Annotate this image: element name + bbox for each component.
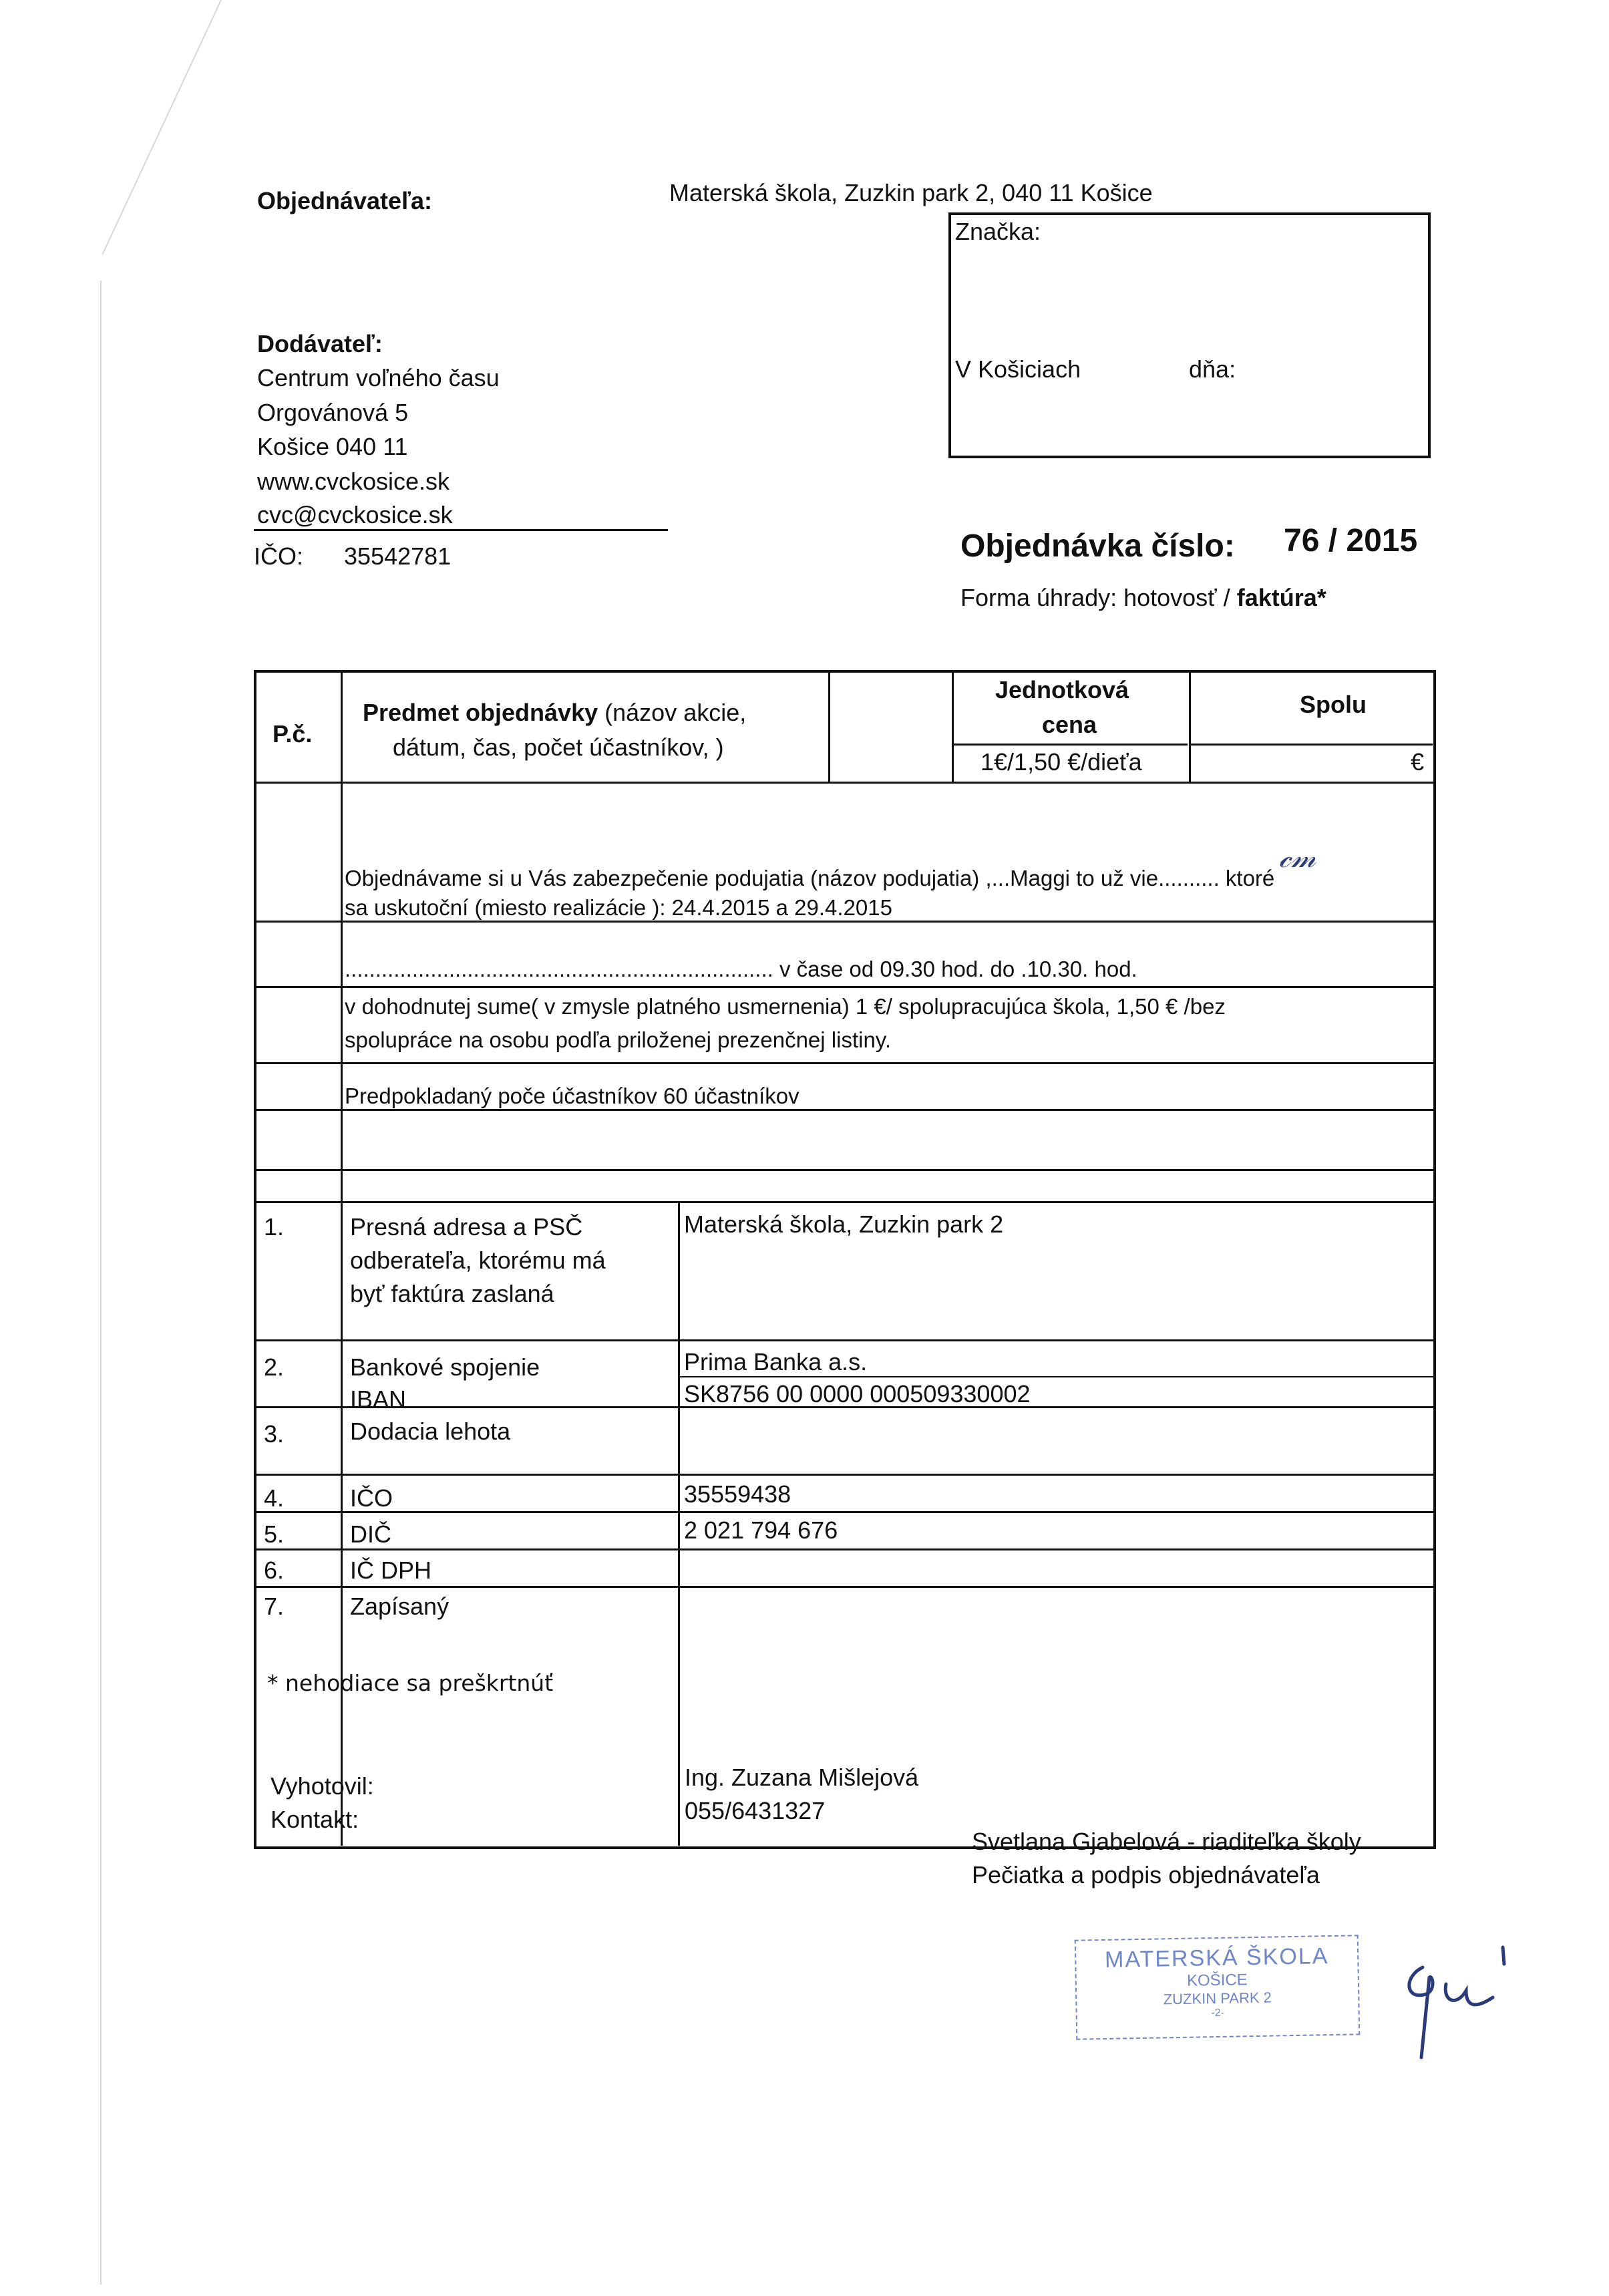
payment-bold: faktúra* [1236,584,1326,611]
col-header-subject-line2: dátum, čas, počet účastníkov, ) [393,733,724,761]
payment-method [960,584,1326,612]
participants-line: Predpokladaný poče účastníkov 60 účastníkov [345,1084,799,1108]
unit-price-value: 1€/1,50 €/dieťa [980,748,1142,776]
detail-label: Presná adresa a PSČ [350,1213,583,1241]
detail-label: DIČ [350,1520,391,1548]
detail-no: 3. [264,1420,285,1448]
detail-label: Bankové spojenie [350,1353,540,1381]
table-col-line [1189,670,1191,782]
footnote: * nehodiace sa preškrtnúť [267,1670,554,1696]
detail-no: 1. [264,1213,285,1241]
orderer-value: Materská škola, Zuzkin park 2, 040 11 Košice [669,179,1153,206]
orderer-label: Objednávateľa: [257,187,432,214]
table-row-line [1189,744,1433,746]
detail-no: 2. [264,1353,285,1381]
scan-artifact [102,0,222,255]
ico-label: IČO: [254,542,304,570]
supplier-line: Košice 040 11 [257,433,408,460]
handwritten-signature [1396,1937,1530,2064]
order-number-label: Objednávka číslo: [960,528,1235,564]
stamp-line: KOŠICE [1186,1971,1248,1990]
signer-role: Pečiatka a podpis objednávateľa [972,1861,1320,1889]
table-col-line [828,670,830,782]
detail-label: Zapísaný [350,1593,450,1620]
supplier-email: cvc@cvckosice.sk [257,501,453,528]
supplier-line: Centrum voľného času [257,364,500,391]
detail-value: Prima Banka a.s. [684,1348,868,1375]
detail-label: byť faktúra zaslaná [350,1280,554,1307]
table-row-line [254,1511,1436,1513]
table-row-line [254,921,1436,923]
table-row-line [254,1169,1436,1171]
stamp-line: ZUZKIN PARK 2 [1163,1989,1272,2008]
col-header-total: Spolu [1300,691,1367,718]
divider [254,529,668,531]
table-col-line [341,670,343,1846]
ico-value: 35542781 [344,542,452,570]
scan-artifact [100,281,102,2285]
col-header-unit-line2: cena [1042,711,1097,738]
prepared-value: Ing. Zuzana Mišlejová [685,1764,919,1791]
reference-box [948,212,1431,458]
stamp-line: MATERSKÁ ŠKOLA [1104,1943,1329,1973]
table-row-line [254,1586,1436,1588]
detail-value: 35559438 [684,1480,791,1508]
table-row-line [678,1376,1436,1377]
table-row-line [254,986,1436,988]
total-currency: € [1411,748,1425,776]
place-label: V Košiciach [955,355,1081,383]
signer-name: Svetlana Gjabelová - riaditeľka školy [972,1828,1361,1855]
order-number-value: 76 / 2015 [1284,523,1418,558]
initials-signature: 𝒸𝓂 [1279,840,1316,874]
detail-no: 6. [264,1556,285,1584]
date-label: dňa: [1189,355,1236,383]
subject-rest: (názov akcie, [604,699,747,726]
mark-label: Značka: [955,218,1041,245]
table-row-line [254,1062,1436,1064]
table-row-line [952,744,1188,746]
supplier-line: Orgovánová 5 [257,399,409,426]
table-row-line [254,1339,1436,1341]
contact-value: 055/6431327 [685,1797,826,1824]
table-row-line [254,1474,1436,1476]
contact-label: Kontakt: [271,1806,359,1833]
school-stamp [1075,1935,1361,2039]
supplier-website: www.cvckosice.sk [257,468,450,495]
order-text-line: ...................................................................... v čase od 09.30 hod. do .10.30. hod. [345,957,1137,981]
detail-label: odberateľa, ktorému má [350,1247,606,1274]
detail-label: Dodacia lehota [350,1418,511,1445]
detail-no: 4. [264,1484,285,1512]
table-row-line [254,1548,1436,1550]
table-row-line [254,1109,1436,1111]
order-text-line: sa uskutoční (miesto realizácie ): 24.4.2015 a 29.4.2015 [345,895,892,920]
stamp-line: -2- [1211,2007,1225,2019]
table-row-line [254,1201,1436,1203]
detail-no: 7. [264,1593,285,1620]
subject-bold: Predmet objednávky [363,699,598,726]
col-header-unit-line1: Jednotková [995,676,1129,703]
detail-label: IČO [350,1484,393,1512]
col-header-no: P.č. [273,720,313,748]
payment-label: Forma úhrady: hotovosť / [960,584,1230,611]
detail-value: 2 021 794 676 [684,1516,838,1544]
order-text-line: Objednávame si u Vás zabezpečenie podujatia (názov podujatia) ,...Maggi to už vie.......... ktoré [345,866,1275,890]
order-text-line: spolupráce na osobu podľa priloženej prezenčnej listiny. [345,1027,892,1052]
detail-value: Materská škola, Zuzkin park 2 [684,1210,1004,1238]
detail-label: IBAN [350,1385,407,1413]
supplier-label: Dodávateľ: [257,330,383,357]
detail-value: SK8756 00 0000 000509330002 [684,1380,1031,1408]
table-col-line [678,1201,680,1846]
detail-label: IČ DPH [350,1556,432,1584]
order-text-line: v dohodnutej sume( v zmysle platného usmernenia) 1 €/ spolupracujúca škola, 1,50 € /bez [345,994,1226,1019]
table-row-line [254,782,1436,784]
prepared-label: Vyhotovil: [271,1772,374,1800]
detail-no: 5. [264,1520,285,1548]
table-col-line [952,670,954,782]
col-header-subject [363,699,746,727]
